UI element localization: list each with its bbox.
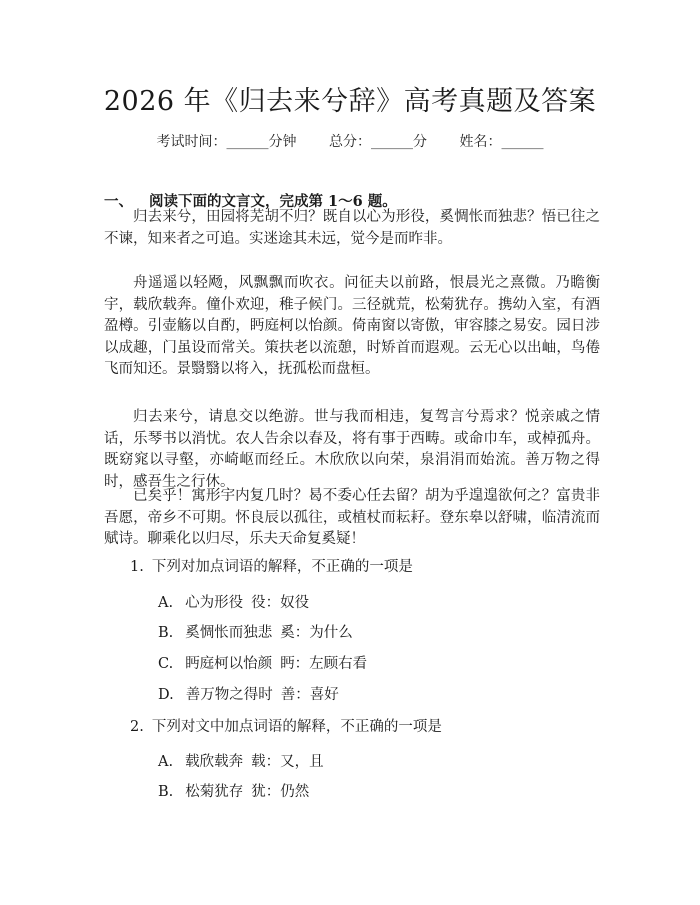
passage-paragraph: 归去来兮，田园将芜胡不归？既自以心为形役，奚惆怅而独悲？悟已往之不谏，知来者之可追。实迷途其未远，觉今是而昨非。 <box>104 209 600 247</box>
answer-option[interactable] <box>158 652 367 673</box>
option-letter: D. <box>158 687 174 703</box>
option-letter: B. <box>158 625 174 641</box>
option-letter: C. <box>158 656 174 672</box>
option-gloss: 载：又，且 <box>251 754 324 770</box>
option-gloss: 奚：为什么 <box>280 625 353 641</box>
page-title: 2026 年《归去来兮辞》高考真题及答案 <box>103 86 597 117</box>
answer-option[interactable] <box>158 621 353 642</box>
exam-score: 总分：______分 <box>329 134 427 150</box>
option-phrase: 眄庭柯以怡颜 <box>185 656 273 672</box>
option-phrase: 善万物之得时 <box>185 687 273 703</box>
option-phrase: 奚惆怅而独悲 <box>185 625 273 641</box>
question <box>130 555 413 576</box>
exam-meta <box>0 131 700 151</box>
option-phrase: 松菊犹存 <box>185 784 244 800</box>
passage-paragraph: 已矣乎！寓形宇内复几时？曷不委心任去留？胡为乎遑遑欲何之？富贵非吾愿，帝乡不可期。怀良辰以孤往，或植杖而耘耔。登东皋以舒啸，临清流而赋诗。聊乘化以归尽，乐夫天命复奚疑！ <box>104 488 600 547</box>
student-name: 姓名：______ <box>459 134 544 150</box>
answer-option[interactable] <box>158 591 309 612</box>
option-gloss: 役：奴役 <box>251 595 310 611</box>
option-gloss: 眄：左顾右看 <box>280 656 368 672</box>
answer-option[interactable] <box>158 780 309 801</box>
question <box>130 715 442 736</box>
answer-option[interactable] <box>158 683 339 704</box>
option-gloss: 善：喜好 <box>280 687 339 703</box>
question-text: 下列对加点词语的解释，不正确的一项是 <box>151 559 413 575</box>
question-number: 1. <box>130 559 144 575</box>
passage-paragraph: 舟遥遥以轻飏，风飘飘而吹衣。问征夫以前路，恨晨光之熹微。乃瞻衡宇，载欣载奔。僮仆欢迎，稚子候门。三径就荒，松菊犹存。携幼入室，有酒盈樽。引壶觞以自酌，眄庭柯以怡颜。倚南窗以寄傲，审容膝之易安。园日涉以成趣，门虽设而常关。策扶老以流憩，时矫首而遐观。云无心以出岫，鸟倦飞而知还。景翳翳以将入，抚孤松而盘桓。 <box>104 275 600 377</box>
question-number: 2. <box>130 719 144 735</box>
option-letter: A. <box>158 595 174 611</box>
option-phrase: 载欣载奔 <box>185 754 244 770</box>
passage-paragraph: 归去来兮，请息交以绝游。世与我而相违，复驾言兮焉求？悦亲戚之情话，乐琴书以消忧。农人告余以春及，将有事于西畴。或命巾车，或棹孤舟。既窈窕以寻壑，亦崎岖而经丘。木欣欣以向荣，泉涓涓而始流。善万物之得时，感吾生之行休。 <box>104 409 600 490</box>
option-gloss: 犹：仍然 <box>251 784 310 800</box>
option-letter: B. <box>158 784 174 800</box>
option-letter: A. <box>158 754 174 770</box>
answer-option[interactable] <box>158 750 324 771</box>
section-instruction: 阅读下面的文言文，完成第 1～6 题。 <box>149 193 397 210</box>
question-text: 下列对文中加点词语的解释，不正确的一项是 <box>151 719 442 735</box>
option-phrase: 心为形役 <box>185 595 244 611</box>
exam-time: 考试时间：______分钟 <box>156 134 297 150</box>
section-number: 一、 <box>104 193 133 210</box>
